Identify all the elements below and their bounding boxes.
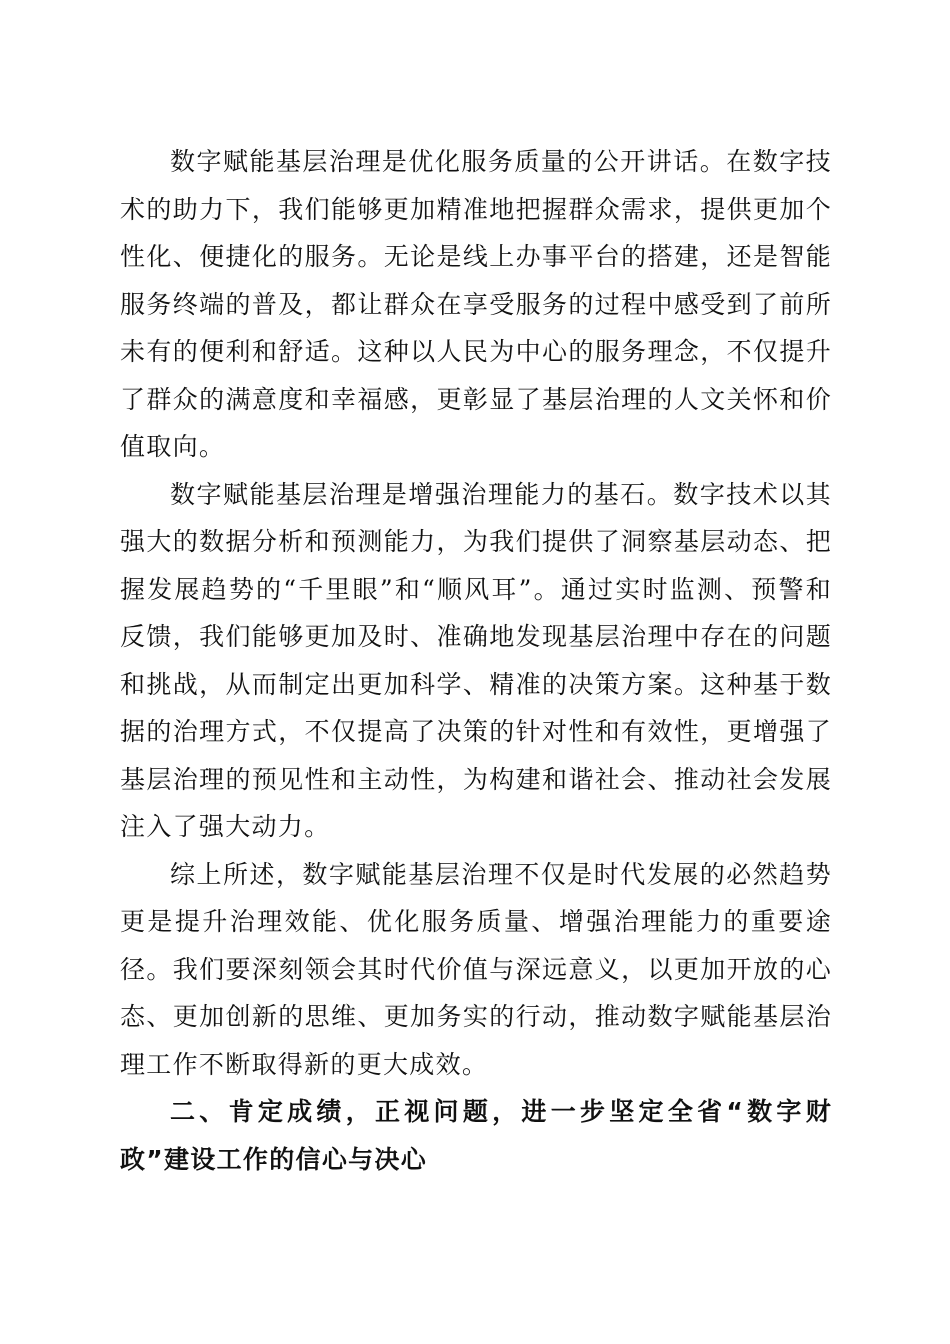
paragraph-governance-capability: 数字赋能基层治理是增强治理能力的基石。数字技术以其强大的数据分析和预测能力，为我们提供了洞察基层动态、把握发展趋势的“千里眼”和“顺风耳”。通过实时监测、预警和反馈，我们能够更加及时、准确地发现基层治理中存在的问题和挑战，从而制定出更加科学、精准的决策方案。这种基于数据的治理方式，不仅提高了决策的针对性和有效性，更增强了基层治理的预见性和主动性，为构建和谐社会、推动社会发展注入了强大动力。 (120, 479, 832, 841)
document-page (120, 138, 832, 1184)
section-heading-two: 二、肯定成绩，正视问题，进一步坚定全省“数字财政”建设工作的信心与决心 (120, 1097, 832, 1174)
paragraph-summary: 综上所述，数字赋能基层治理不仅是时代发展的必然趋势更是提升治理效能、优化服务质量、增强治理能力的重要途径。我们要深刻领会其时代价值与深远意义，以更加开放的心态、更加创新的思维、更加务实的行动，推动数字赋能基层治理工作不断取得新的更大成效。 (120, 859, 832, 1079)
paragraph-service-quality: 数字赋能基层治理是优化服务质量的公开讲话。在数字技术的助力下，我们能够更加精准地把握群众需求，提供更加个性化、便捷化的服务。无论是线上办事平台的搭建，还是智能服务终端的普及，都让群众在享受服务的过程中感受到了前所未有的便利和舒适。这种以人民为中心的服务理念，不仅提升了群众的满意度和幸福感，更彰显了基层治理的人文关怀和价值取向。 (120, 147, 832, 461)
